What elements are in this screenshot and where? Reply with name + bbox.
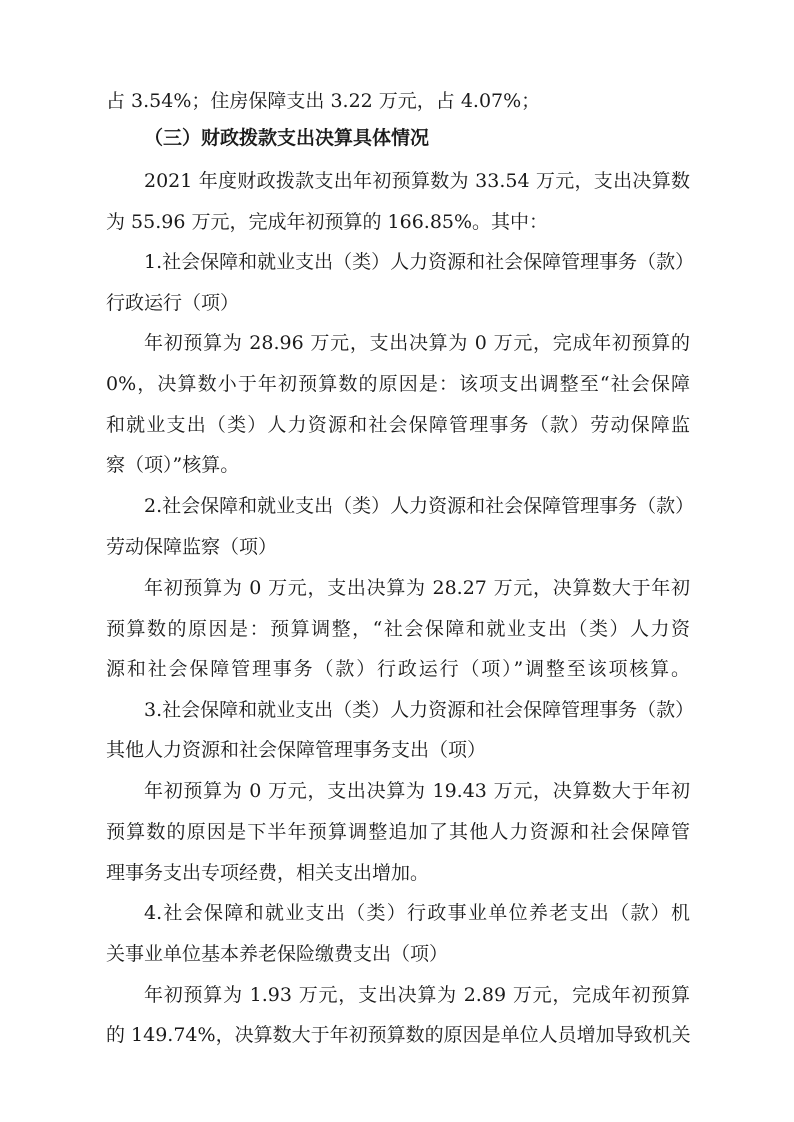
- item-heading-line: 其他人力资源和社会保障管理事务支出（项）: [106, 739, 487, 761]
- paragraph-line: 源和社会保障管理事务（款）行政运行（项）”调整至该项核算。: [106, 658, 690, 680]
- paragraph-line: 为 55.96 万元，完成年初预算的 166.85%。其中：: [106, 211, 549, 233]
- paragraph-line: 年初预算为 0 万元，支出决算为 28.27 万元，决算数大于年初: [144, 577, 690, 599]
- item-heading-line: 4.社会保障和就业支出（类）行政事业单位养老支出（款）机: [144, 902, 690, 924]
- paragraph-line: 年初预算为 0 万元，支出决算为 19.43 万元，决算数大于年初: [144, 780, 690, 802]
- section-heading: （三）财政拨款支出决算具体情况: [144, 127, 430, 149]
- paragraph-line: 的 149.74%，决算数大于年初预算数的原因是单位人员增加导致机关: [106, 1024, 691, 1046]
- item-heading-line: 3.社会保障和就业支出（类）人力资源和社会保障管理事务（款）: [144, 699, 695, 721]
- text-line: 占 3.54%；住房保障支出 3.22 万元，占 4.07%；: [106, 90, 541, 112]
- item-heading-line: 2.社会保障和就业支出（类）人力资源和社会保障管理事务（款）: [144, 495, 695, 517]
- paragraph-line: 理事务支出专项经费，相关支出增加。: [106, 862, 430, 884]
- paragraph-line: 预算数的原因是：预算调整，“社会保障和就业支出（类）人力资: [106, 618, 690, 640]
- paragraph-line: 年初预算为 1.93 万元，支出决算为 2.89 万元，完成年初预算: [144, 984, 690, 1006]
- paragraph-line: 察（项）”核算。: [106, 454, 240, 476]
- item-heading-line: 行政运行（项）: [106, 292, 240, 314]
- item-heading-line: 1.社会保障和就业支出（类）人力资源和社会保障管理事务（款）: [144, 251, 695, 273]
- paragraph-line: 预算数的原因是下半年预算调整追加了其他人力资源和社会保障管: [106, 821, 690, 843]
- paragraph-line: 年初预算为 28.96 万元，支出决算为 0 万元，完成年初预算的: [144, 332, 690, 354]
- paragraph-line: 0%，决算数小于年初预算数的原因是：该项支出调整至“社会保障: [106, 373, 690, 395]
- item-heading-line: 关事业单位基本养老保险缴费支出（项）: [106, 943, 449, 965]
- paragraph-line: 和就业支出（类）人力资源和社会保障管理事务（款）劳动保障监: [106, 414, 690, 436]
- item-heading-line: 劳动保障监察（项）: [106, 536, 278, 558]
- paragraph-line: 2021 年度财政拨款支出年初预算数为 33.54 万元，支出决算数: [144, 170, 690, 192]
